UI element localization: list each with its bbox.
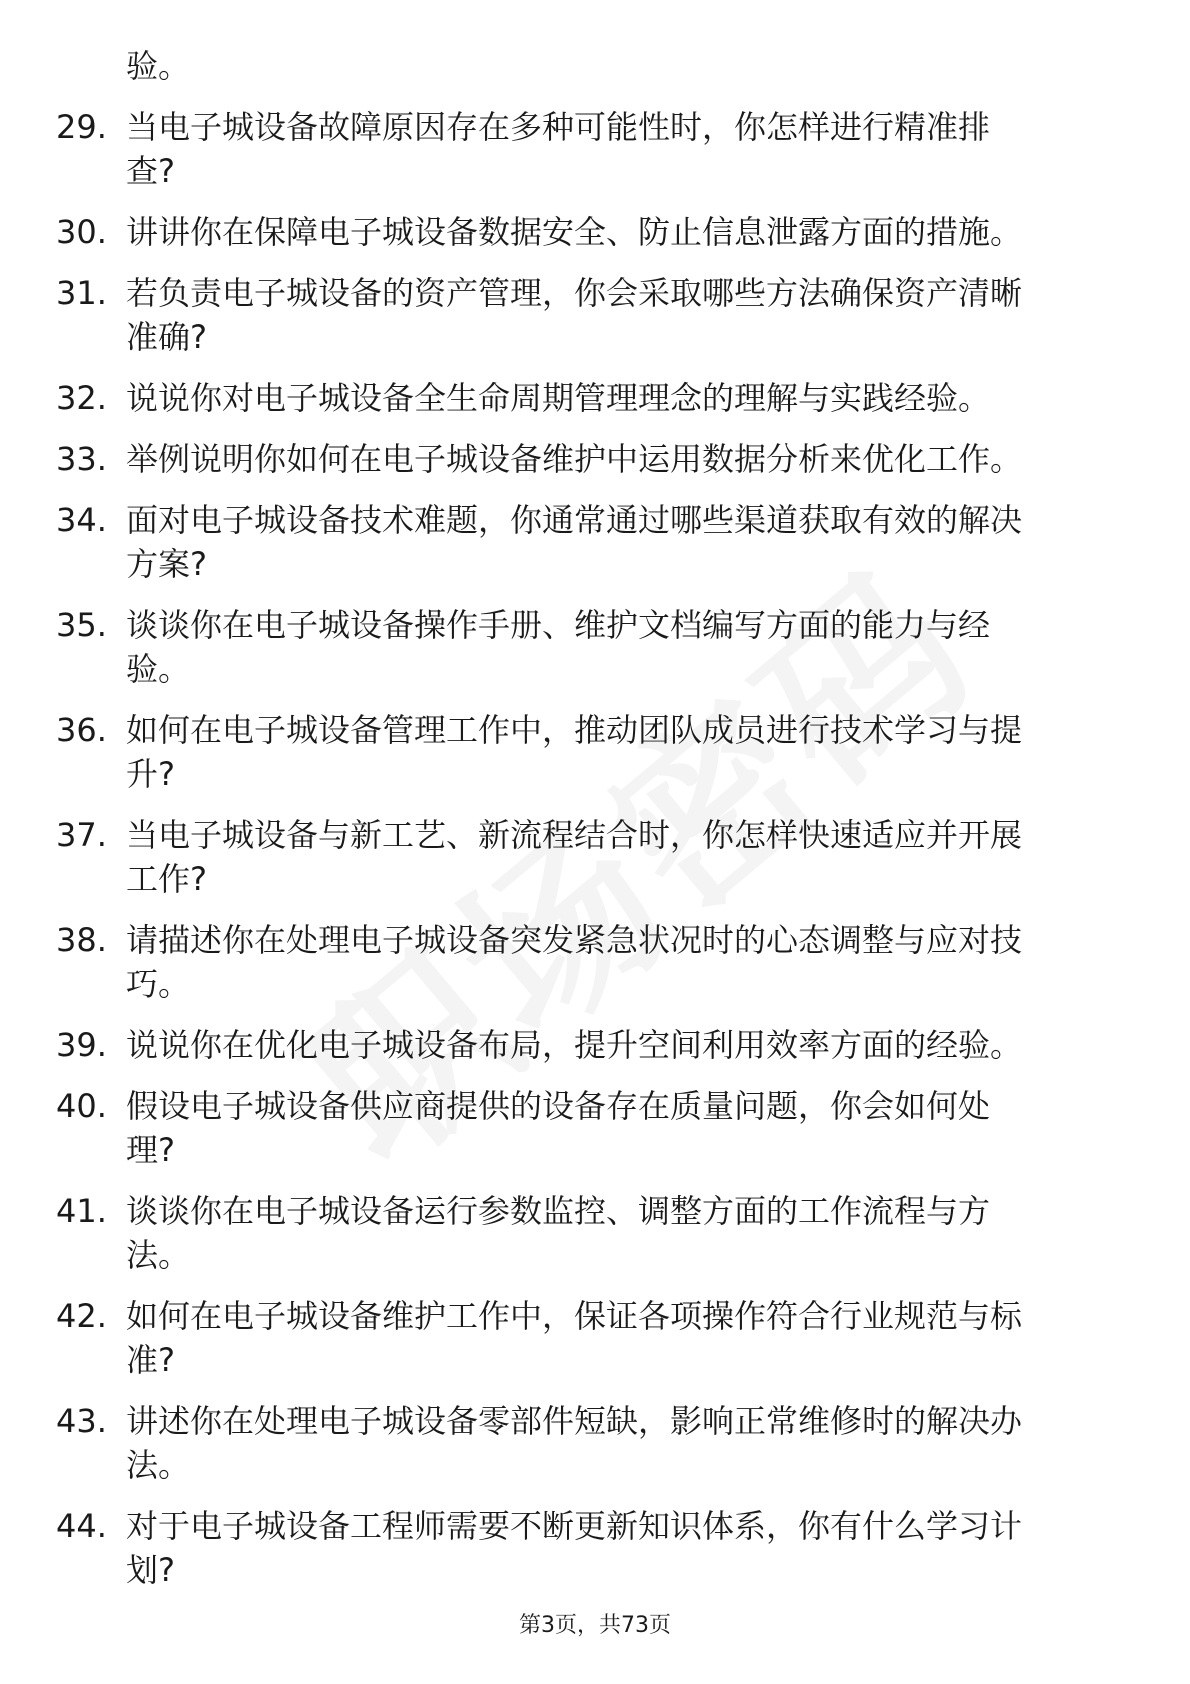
question-list (0, 44, 1190, 1592)
question-number: 41. (56, 1192, 107, 1230)
question-number: 42. (56, 1297, 107, 1335)
question-number: 39. (56, 1026, 107, 1064)
continuation-text: 验。 (126, 47, 191, 85)
question-item (0, 918, 1190, 1006)
question-text: 面对电子城设备技术难题，你通常通过哪些渠道获取有效的解决 (126, 501, 1023, 539)
continuation-line (0, 44, 1190, 88)
question-item (0, 813, 1190, 901)
question-text-cont: 工作? (126, 860, 207, 898)
question-item (0, 498, 1190, 586)
question-text: 对于电子城设备工程师需要不断更新知识体系，你有什么学习计 (126, 1507, 1023, 1545)
question-item (0, 1189, 1190, 1277)
question-item (0, 210, 1190, 254)
question-number: 44. (56, 1507, 107, 1545)
question-number: 35. (56, 606, 107, 644)
question-text-cont: 法。 (126, 1236, 191, 1274)
question-text: 举例说明你如何在电子城设备维护中运用数据分析来优化工作。 (126, 440, 1023, 478)
question-text: 谈谈你在电子城设备运行参数监控、调整方面的工作流程与方 (126, 1192, 991, 1230)
question-item (0, 1294, 1190, 1382)
page-footer: 第3页，共73页 (519, 1613, 671, 1638)
question-item (0, 1023, 1190, 1067)
question-item (0, 437, 1190, 481)
question-text: 请描述你在处理电子城设备突发紧急状况时的心态调整与应对技 (126, 921, 1023, 959)
question-text: 如何在电子城设备管理工作中，推动团队成员进行技术学习与提 (126, 711, 1023, 749)
question-text-cont: 验。 (126, 650, 191, 688)
question-text-cont: 升? (126, 755, 175, 793)
question-text-cont: 查? (126, 152, 175, 190)
question-item (0, 1084, 1190, 1172)
question-text: 若负责电子城设备的资产管理，你会采取哪些方法确保资产清晰 (126, 274, 1023, 312)
question-number: 38. (56, 921, 107, 959)
question-item (0, 1504, 1190, 1592)
question-number: 37. (56, 816, 107, 854)
question-text: 讲讲你在保障电子城设备数据安全、防止信息泄露方面的措施。 (126, 213, 1023, 251)
question-text: 假设电子城设备供应商提供的设备存在质量问题，你会如何处 (126, 1087, 991, 1125)
question-number: 31. (56, 274, 107, 312)
question-text: 说说你在优化电子城设备布局，提升空间利用效率方面的经验。 (126, 1026, 1023, 1064)
question-text: 如何在电子城设备维护工作中，保证各项操作符合行业规范与标 (126, 1297, 1023, 1335)
question-text: 当电子城设备故障原因存在多种可能性时，你怎样进行精准排 (126, 108, 991, 146)
question-text-cont: 理? (126, 1131, 175, 1169)
question-text-cont: 准? (126, 1341, 175, 1379)
question-text: 当电子城设备与新工艺、新流程结合时，你怎样快速适应并开展 (126, 816, 1023, 854)
question-number: 29. (56, 108, 107, 146)
question-item (0, 708, 1190, 796)
question-number: 33. (56, 440, 107, 478)
question-item (0, 603, 1190, 691)
question-number: 40. (56, 1087, 107, 1125)
question-text: 谈谈你在电子城设备操作手册、维护文档编写方面的能力与经 (126, 606, 991, 644)
question-item (0, 376, 1190, 420)
question-text: 讲述你在处理电子城设备零部件短缺，影响正常维修时的解决办 (126, 1402, 1023, 1440)
question-item (0, 271, 1190, 359)
question-text-cont: 准确? (126, 318, 207, 356)
question-number: 36. (56, 711, 107, 749)
question-text-cont: 划? (126, 1551, 175, 1589)
question-text-cont: 方案? (126, 545, 207, 583)
question-text-cont: 巧。 (126, 965, 191, 1003)
question-text: 说说你对电子城设备全生命周期管理理念的理解与实践经验。 (126, 379, 991, 417)
question-number: 34. (56, 501, 107, 539)
question-number: 30. (56, 213, 107, 251)
question-item (0, 1399, 1190, 1487)
question-item (0, 105, 1190, 193)
question-text-cont: 法。 (126, 1446, 191, 1484)
question-number: 43. (56, 1402, 107, 1440)
question-number: 32. (56, 379, 107, 417)
